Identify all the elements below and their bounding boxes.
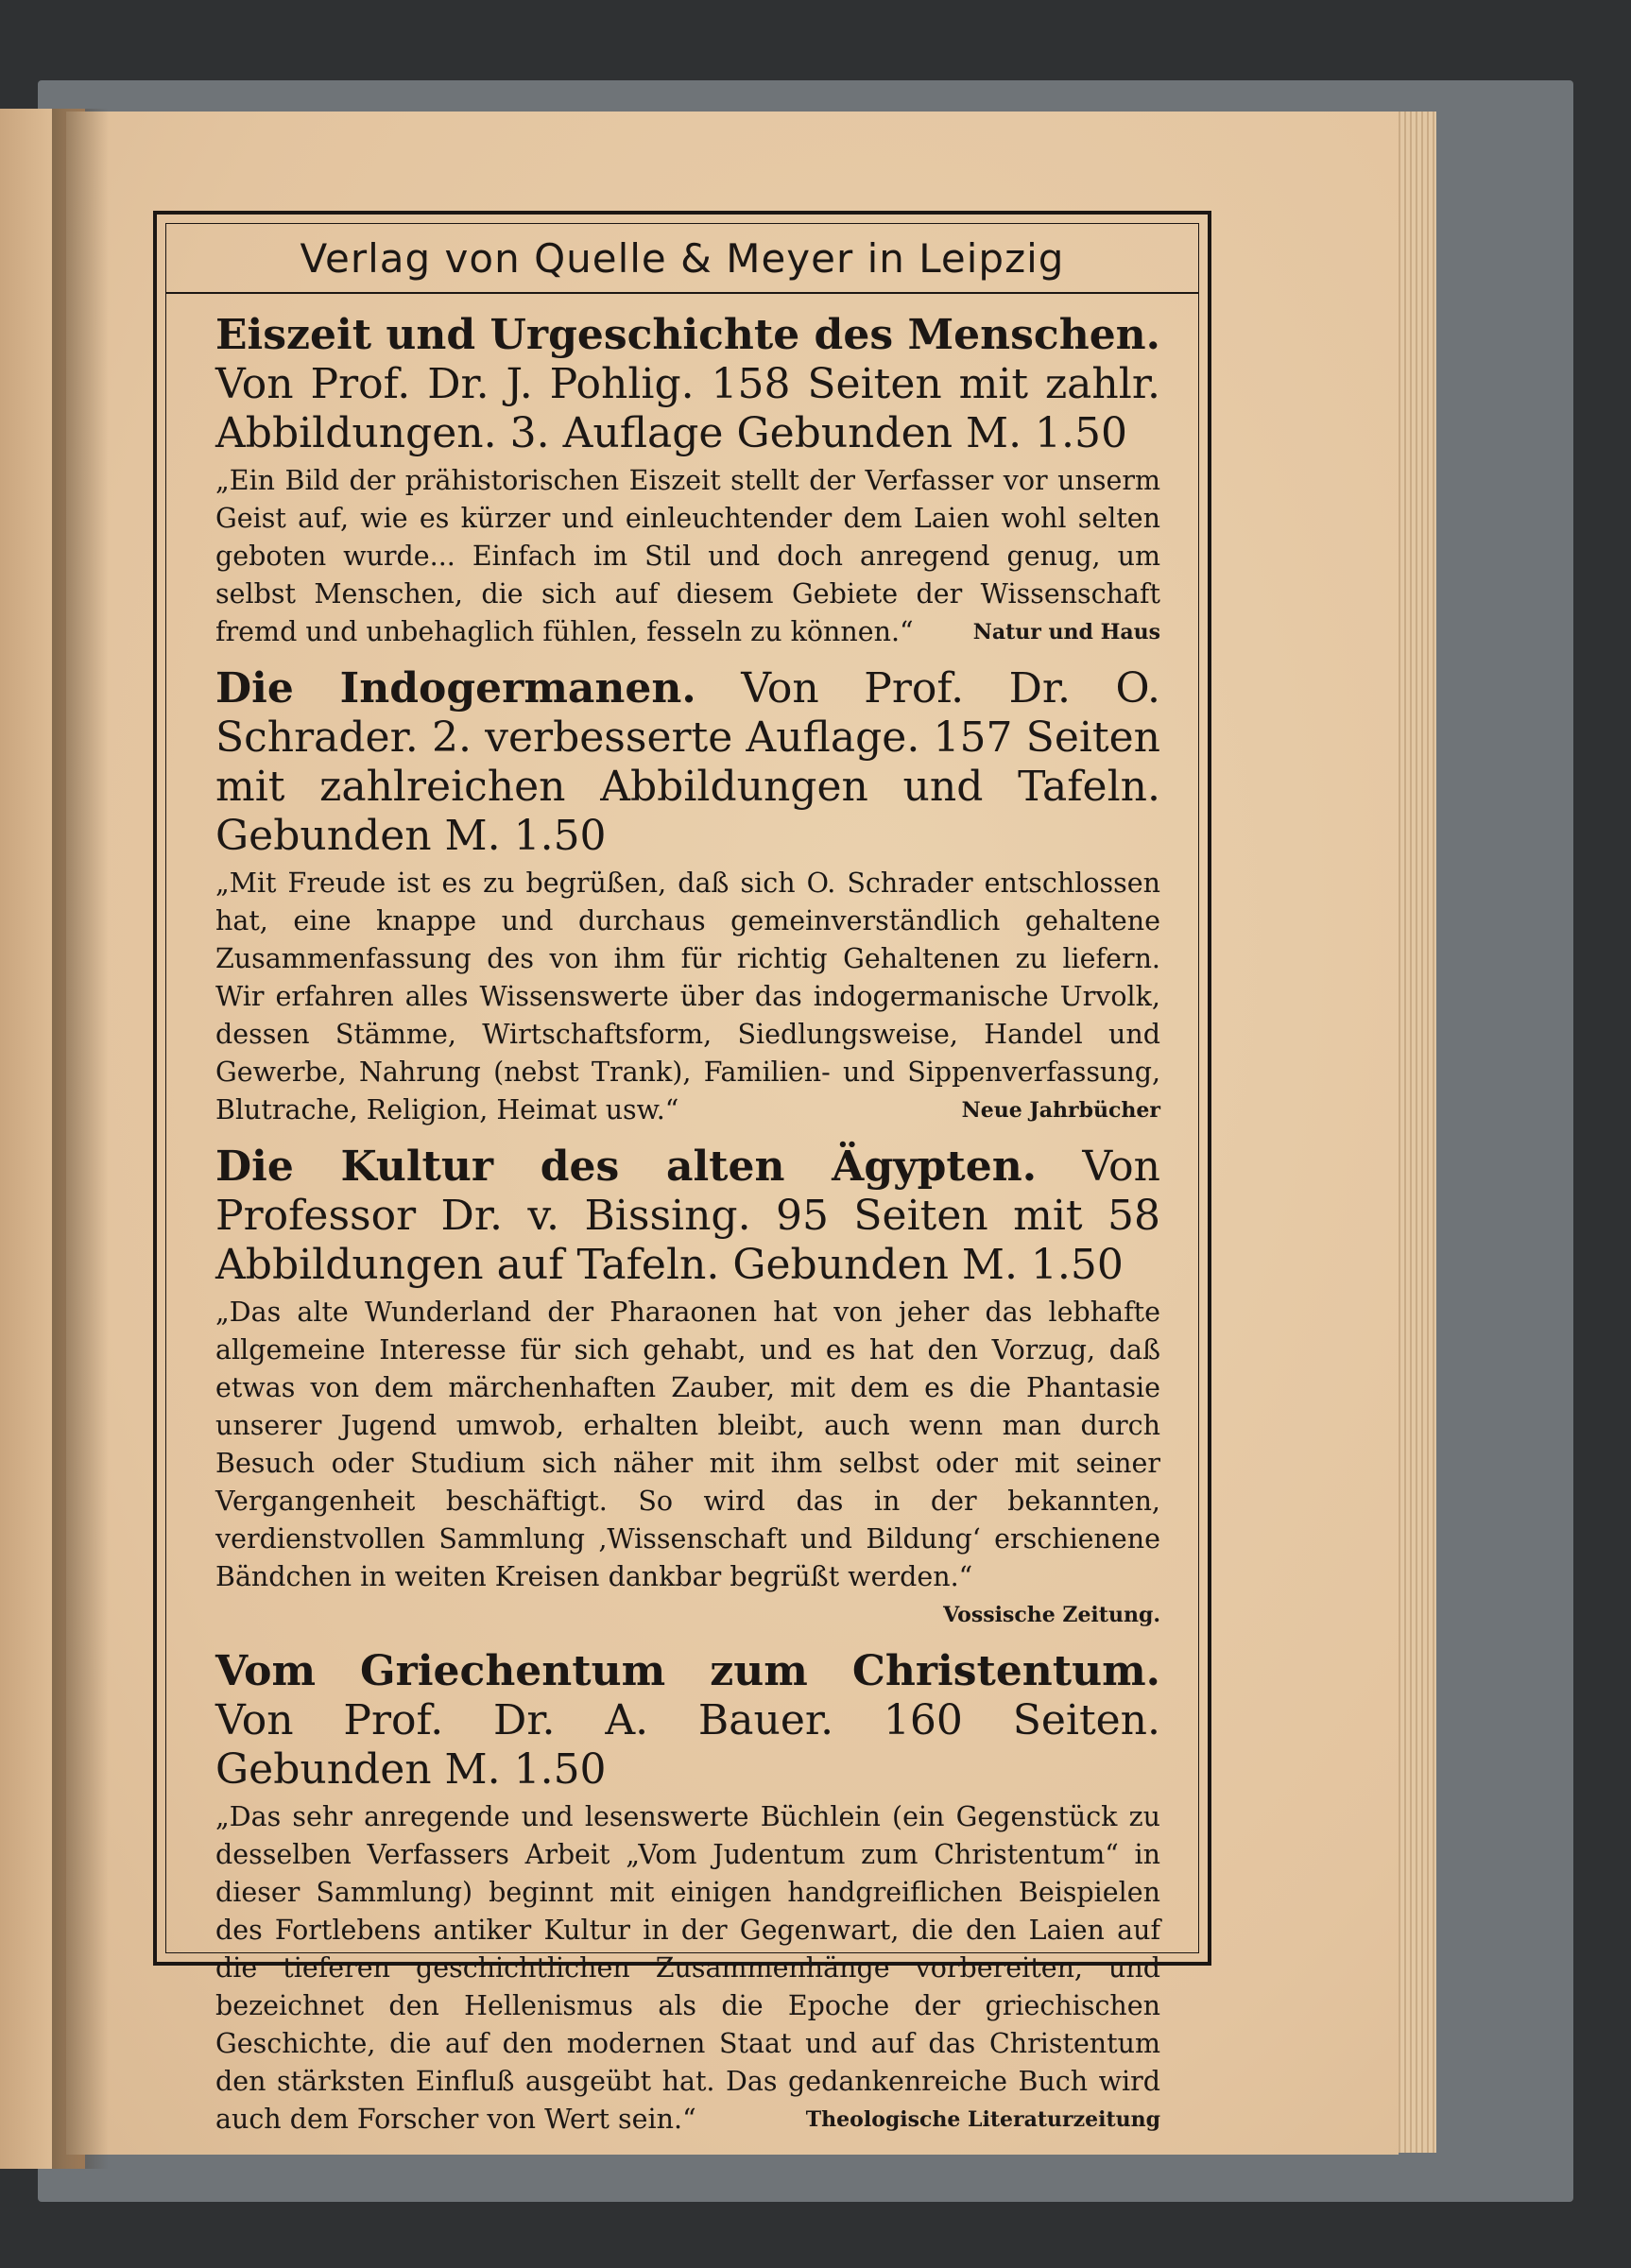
review-text: „Mit Freude ist es zu begrüßen, daß sich O. Schrader entschlossen hat, eine knappe und durchaus gemeinverständlich gehaltene Zusammenfassung des von ihm für richtig Gehaltenen zu liefern. Wir erfahren alles Wissenswerte über das indogermanische Urvolk, dessen Stämme, Wirtschaftsform, Siedlungsweise, Handel und Gewerbe, Nahrung (nebst Trank), Familien- und Sippenverfassung, Blutrache, Religion, Heimat usw.“ bbox=[215, 868, 1160, 1125]
book-title-line bbox=[215, 664, 1160, 861]
book-entry bbox=[215, 1647, 1160, 2139]
book-list bbox=[215, 311, 1160, 2135]
advertisement-inner-frame bbox=[165, 223, 1199, 2135]
book-title: Die Kultur des alten Ägypten. bbox=[215, 1143, 1038, 1191]
book-gutter bbox=[52, 109, 109, 2169]
book-title-line bbox=[215, 311, 1160, 458]
advertisement-frame bbox=[153, 211, 1211, 2135]
review-source: Theologische Literaturzeitung bbox=[805, 2107, 1160, 2132]
review-quote bbox=[215, 1798, 1160, 2139]
book-title-line bbox=[215, 1143, 1160, 1290]
book-details: Von Prof. Dr. O. Schrader. 2. verbesserte Auflage. 157 Seiten mit zahlreichen Abbildungen und Tafeln. Gebunden M. 1.50 bbox=[215, 664, 1160, 860]
review-source: Neue Jahrbücher bbox=[961, 1098, 1160, 1123]
book-entry bbox=[215, 664, 1160, 1129]
book-title: Die Indogermanen. bbox=[215, 664, 696, 713]
book-title-line bbox=[215, 1647, 1160, 1795]
review-quote bbox=[215, 1294, 1160, 1634]
book-title: Vom Griechentum zum Christentum. bbox=[215, 1647, 1160, 1695]
review-quote bbox=[215, 462, 1160, 651]
book-details: Von Prof. Dr. J. Pohlig. 158 Seiten mit zahlr. Abbildungen. 3. Auflage Gebunden M. 1.50 bbox=[215, 360, 1160, 457]
review-text: „Das alte Wunderland der Pharaonen hat von jeher das lebhafte allgemeine Interesse für sich gehabt, und es hat den Vorzug, daß etwas von dem märchenhaften Zauber, mit dem es die Phantasie unserer Jugend umwob, erhalten bleibt, auch wenn man durch Besuch oder Studium sich näher mit ihm selbst oder mit seiner Vergangenheit beschäftigt. So wird das in der bekannten, verdienstvollen Sammlung ‚Wissenschaft und Bildung‘ erschienene Bändchen in weiten Kreisen dankbar begrüßt werden.“ bbox=[215, 1297, 1160, 1592]
book-details: Von Professor Dr. v. Bissing. 95 Seiten mit 58 Abbildungen auf Tafeln. Gebunden M. 1.50 bbox=[215, 1143, 1160, 1289]
review-source: Vossische Zeitung. bbox=[943, 1603, 1160, 1627]
review-source: Natur und Haus bbox=[972, 620, 1160, 644]
review-text: „Ein Bild der prähistorischen Eiszeit stellt der Verfasser vor unserm Geist auf, wie es kürzer und einleuchtender dem Laien wohl selten geboten wurde... Einfach im Stil und doch anregend genug, um selbst Menschen, die sich auf diesem Gebiete der Wissenschaft fremd und unbehaglich fühlen, fesseln zu können.“ bbox=[215, 465, 1160, 647]
review-quote bbox=[215, 865, 1160, 1129]
book-title: Eiszeit und Urgeschichte des Menschen. bbox=[215, 311, 1160, 359]
book-details: Von Prof. Dr. A. Bauer. 160 Seiten. Gebunden M. 1.50 bbox=[215, 1696, 1160, 1794]
book-entry bbox=[215, 1143, 1160, 1634]
book-entry bbox=[215, 311, 1160, 651]
publisher-header: Verlag von Quelle & Meyer in Leipzig bbox=[166, 224, 1198, 294]
review-text: „Das sehr anregende und lesenswerte Büchlein (ein Gegenstück zu desselben Verfassers Arbeit „Vom Judentum zum Christentum“ in dieser Sammlung) beginnt mit einigen handgreiflichen Beispielen des Fortlebens antiker Kultur in der Gegenwart, die den Laien auf die tieferen geschichtlichen Zusammenhänge vorbereiten, und bezeichnet den Hellenismus als die Epoche der griechischen Geschichte, die auf den modernen Staat und auf das Christentum den stärksten Einfluß ausgeübt hat. Das gedankenreiche Buch wird auch dem Forscher von Wert sein.“ bbox=[215, 1801, 1160, 2135]
